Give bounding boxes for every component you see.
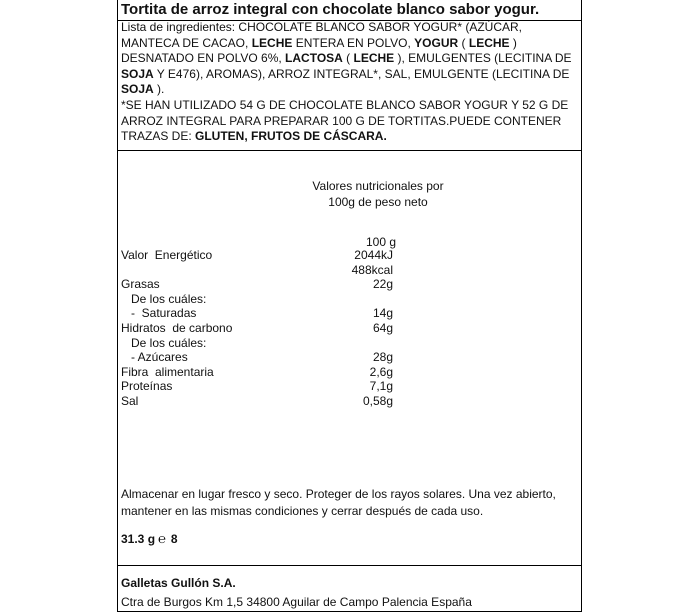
ingredient-text: ( bbox=[458, 35, 469, 50]
nutrition-serving: 100 g bbox=[366, 235, 397, 249]
nutrient-value: 28g bbox=[372, 350, 393, 365]
nutrition-row bbox=[121, 248, 393, 263]
nutrient-name: Hidratos de carbono bbox=[121, 321, 233, 335]
nutrition-row bbox=[121, 277, 393, 292]
nutrient-name: Sal bbox=[121, 394, 139, 408]
nutrient-value: 22g bbox=[372, 277, 393, 292]
allergen-term: GLUTEN, FRUTOS DE CÁSCARA. bbox=[195, 129, 387, 144]
nutrition-row bbox=[121, 350, 393, 365]
nutrient-name: - Azúcares bbox=[121, 350, 188, 365]
allergen-term: LACTOSA bbox=[285, 51, 343, 66]
nutrition-row bbox=[121, 379, 393, 394]
nutrient-name: Fibra alimentaria bbox=[121, 364, 214, 379]
nutrient-value: 7,1g bbox=[369, 379, 393, 394]
nutrient-value: 0,58g bbox=[362, 394, 393, 408]
nutrient-name: Valor Energético bbox=[121, 248, 213, 262]
ingredient-text: ) DESNATADO EN POLVO 6%, bbox=[121, 35, 517, 66]
nutrition-row bbox=[121, 321, 393, 336]
nutrient-value: 2,6g bbox=[369, 364, 393, 379]
nutrition-row bbox=[121, 263, 393, 278]
product-title: Tortita de arroz integral con chocolate blanco sabor yogur. bbox=[121, 1, 540, 18]
nutrition-row bbox=[121, 292, 393, 307]
ingredient-text: Lista de ingredientes: CHOCOLATE BLANCO SABOR YOGUR* (AZÚCAR, MANTECA DE CACAO, bbox=[121, 20, 523, 50]
manufacturer-address: Ctra de Burgos Km 1,5 34800 Aguilar de Campo Palencia España bbox=[121, 595, 472, 609]
allergen-term: LECHE bbox=[251, 35, 293, 50]
allergen-term: LECHE bbox=[468, 35, 510, 50]
allergen-term: SOJA bbox=[121, 66, 154, 81]
nutrient-name: - Saturadas bbox=[121, 306, 197, 321]
ingredient-text: *SE HAN UTILIZADO 54 G DE CHOCOLATE BLANCO SABOR YOGUR Y 52 G DE ARROZ INTEGRAL PARA PREPARAR 100 G DE TORTITAS.PUEDE CONTENER TRAZAS DE: bbox=[121, 97, 569, 144]
nutrition-heading: Valores nutricionales por 100g de peso neto bbox=[312, 179, 444, 209]
nutrient-value: 488kcal bbox=[351, 262, 393, 277]
net-weight bbox=[121, 531, 178, 546]
ingredient-text: Y E476), AROMAS), ARROZ INTEGRAL*, SAL, EMULGENTE (LECITINA DE bbox=[153, 66, 570, 81]
nutrient-name: Proteínas bbox=[121, 379, 173, 394]
ingredients-list bbox=[121, 20, 579, 145]
ingredient-text: ENTERA EN POLVO, bbox=[292, 35, 415, 50]
nutrition-row bbox=[121, 365, 393, 380]
ingredient-text: ( bbox=[342, 51, 354, 66]
nutrition-row bbox=[121, 394, 393, 409]
ingredient-text: ), EMULGENTES (LECITINA DE bbox=[394, 51, 572, 66]
allergen-term: YOGUR bbox=[414, 35, 459, 50]
nutrient-name: De los cuáles: bbox=[121, 291, 207, 306]
estimated-sign-icon: ℮ bbox=[158, 531, 166, 546]
allergen-term: SOJA bbox=[121, 82, 154, 97]
nutrient-name: De los cuáles: bbox=[121, 335, 207, 350]
manufacturer-name: Galletas Gullón S.A. bbox=[121, 576, 236, 590]
ingredients-divider bbox=[117, 150, 582, 151]
weight-value: 31.3 g bbox=[121, 532, 156, 546]
nutrient-name: Grasas bbox=[121, 277, 160, 292]
allergen-term: LECHE bbox=[353, 51, 395, 66]
ingredient-text: ). bbox=[153, 82, 165, 97]
unit-count: 8 bbox=[170, 532, 178, 546]
nutrient-value: 64g bbox=[372, 321, 393, 335]
footer-divider bbox=[117, 565, 582, 566]
nutrition-row bbox=[121, 336, 393, 351]
nutrient-value: 14g bbox=[372, 306, 393, 321]
nutrient-value: 2044kJ bbox=[354, 248, 393, 262]
nutrition-row bbox=[121, 306, 393, 321]
storage-instructions: Almacenar en lugar fresco y seco. Proteger de los rayos solares. Una vez abierto, mantener en las mismas condiciones y cerrar después de cada uso. bbox=[121, 487, 556, 518]
